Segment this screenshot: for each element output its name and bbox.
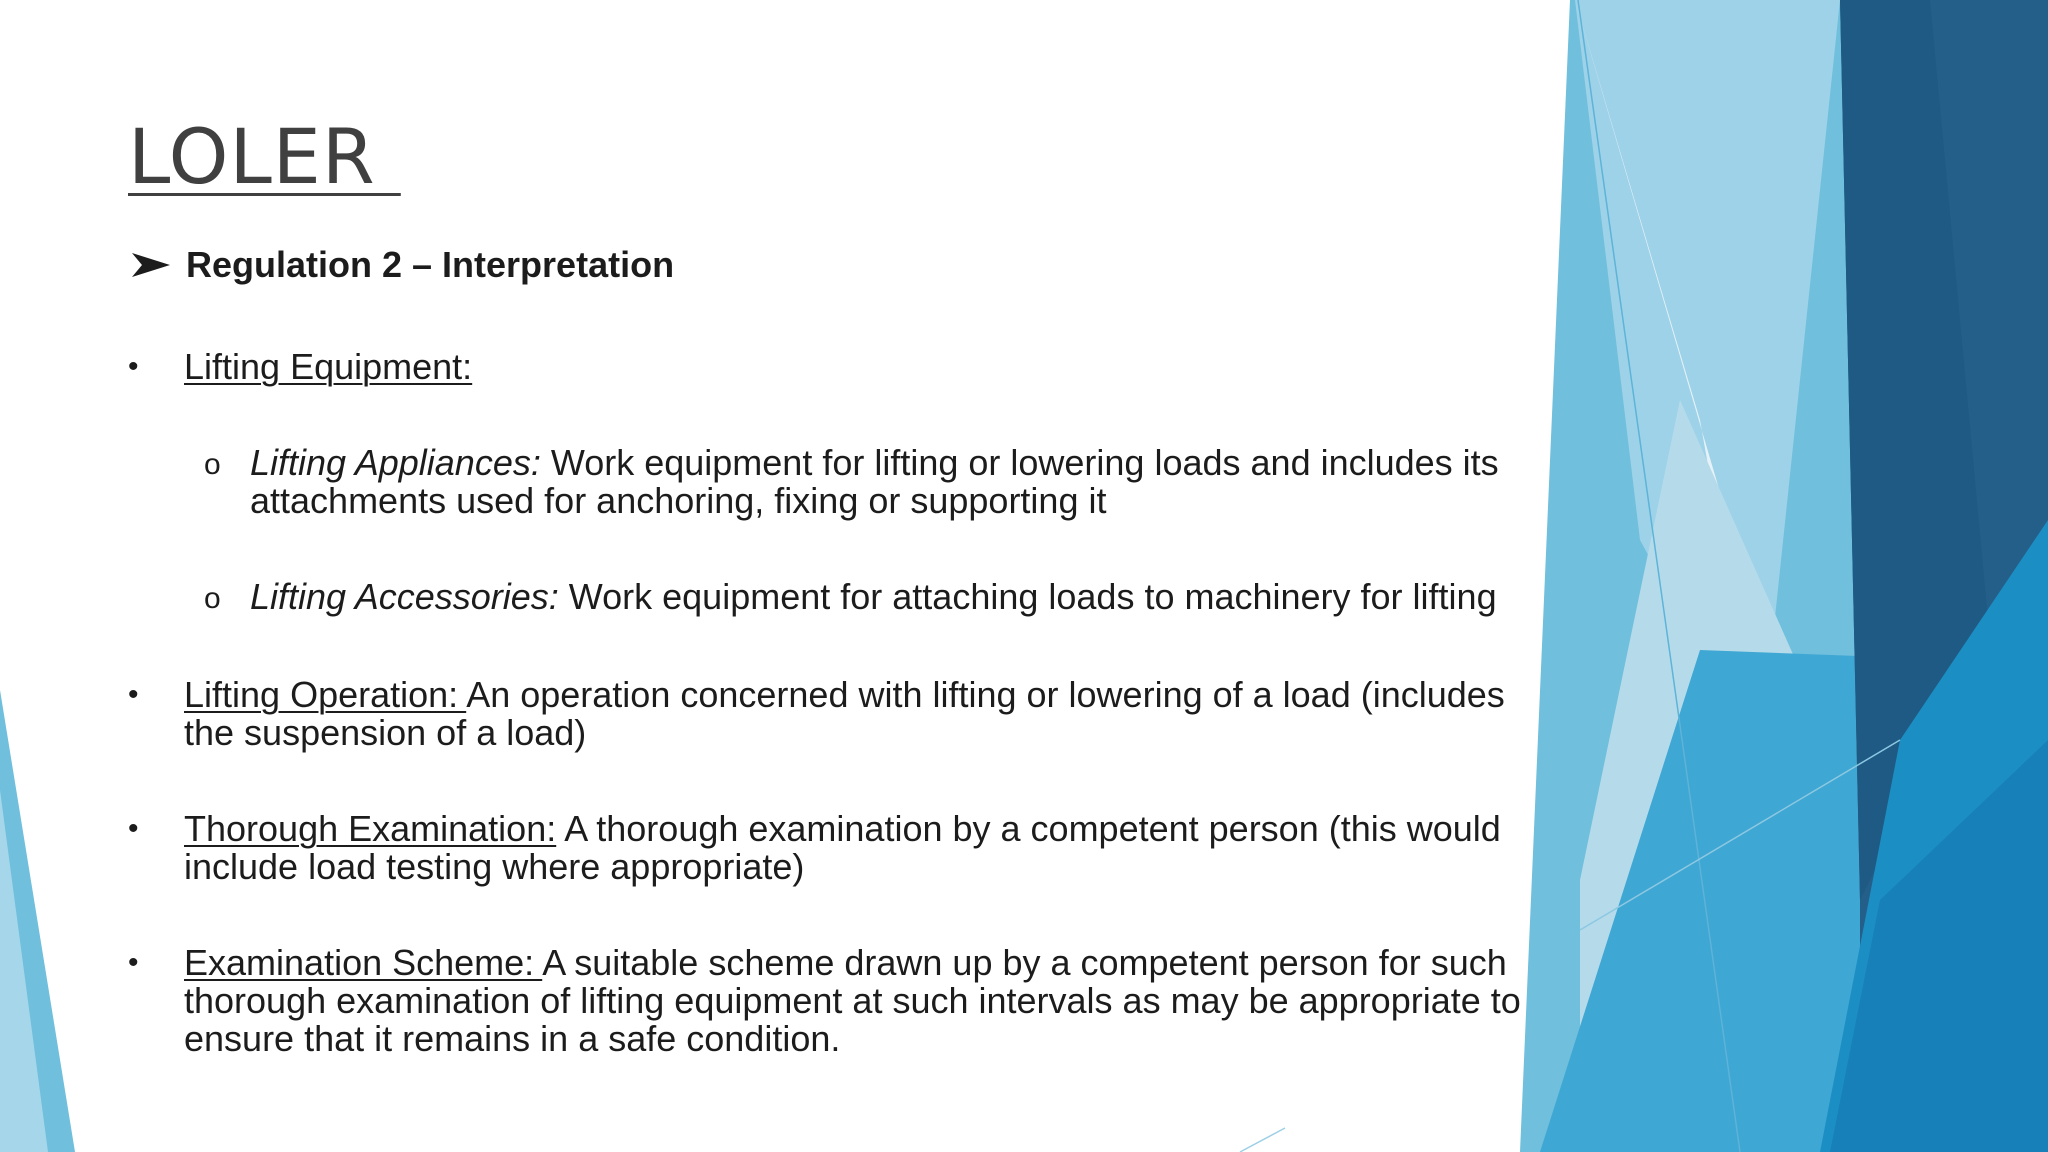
list-item-thorough-examination <box>128 808 1501 887</box>
regulation-heading <box>128 244 674 286</box>
list-item-examination-scheme <box>128 942 1521 1059</box>
bullet-icon: • <box>128 812 139 845</box>
bullet-icon: • <box>128 350 139 383</box>
term-thorough-examination: Thorough Examination: <box>184 808 557 849</box>
term-lifting-accessories: Lifting Accessories: <box>250 576 559 617</box>
arrow-bullet-icon <box>128 249 174 281</box>
definition-text: attachments used for anchoring, fixing or supporting it <box>250 480 1107 521</box>
definition-text: the suspension of a load) <box>184 712 587 753</box>
term-lifting-appliances: Lifting Appliances: <box>250 442 541 483</box>
definition-text: include load testing where appropriate) <box>184 846 805 887</box>
definition-text: An operation concerned with lifting or lowering of a load (includes <box>466 674 1505 715</box>
regulation-heading-text: Regulation 2 – Interpretation <box>186 244 675 285</box>
definition-text: A thorough examination by a competent person (this would <box>556 808 1501 849</box>
list-item-lifting-equipment <box>128 346 473 387</box>
term-lifting-equipment: Lifting Equipment: <box>184 346 473 387</box>
sub-item-lifting-accessories <box>204 576 1497 617</box>
term-examination-scheme: Examination Scheme: <box>184 942 543 983</box>
bullet-icon: • <box>128 946 139 979</box>
bullet-icon: • <box>128 678 139 711</box>
circle-bullet-icon: o <box>204 582 221 615</box>
sub-item-lifting-appliances <box>204 442 1499 521</box>
circle-bullet-icon: o <box>204 448 221 481</box>
slide-title: LOLER <box>128 112 401 201</box>
definition-text: A suitable scheme drawn up by a competent person for such <box>542 942 1507 983</box>
definition-text: Work equipment for attaching loads to machinery for lifting <box>558 576 1497 617</box>
definition-text: Work equipment for lifting or lowering loads and includes its <box>540 442 1499 483</box>
definition-text: ensure that it remains in a safe condition. <box>184 1018 841 1059</box>
term-lifting-operation: Lifting Operation: <box>184 674 467 715</box>
definition-text: thorough examination of lifting equipment at such intervals as may be appropriate to <box>184 980 1521 1021</box>
list-item-lifting-operation <box>128 674 1505 753</box>
